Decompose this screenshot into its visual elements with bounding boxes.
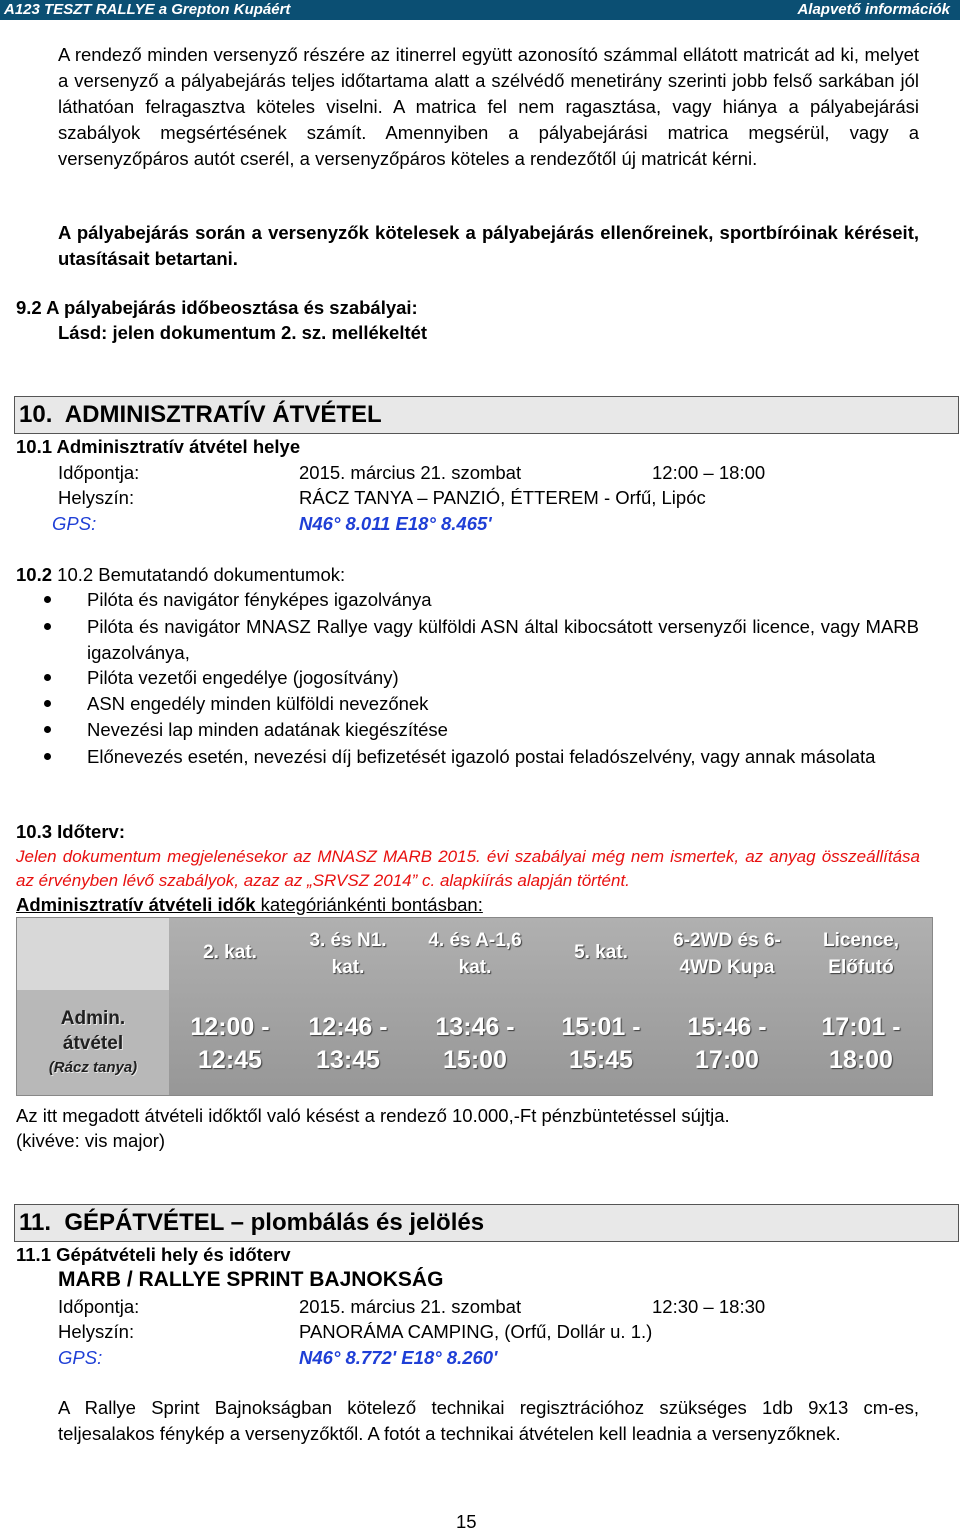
section-9-2-title: 9.2 A pályabejárás időbeosztása és szabályai: — [16, 297, 418, 318]
late-note: Az itt megadott átvételi időktől való késést a rendező 10.000,-Ft pénzbüntetéssel sújtja. — [16, 1105, 730, 1126]
table-time-end: 17:00 — [695, 1046, 759, 1074]
table-time-end: 12:45 — [198, 1046, 262, 1074]
table-time-start: 13:46 - — [435, 1013, 515, 1041]
table-header-cell: 4. és A-1,6 — [428, 930, 522, 951]
table-header-cell: 3. és N1. — [309, 930, 387, 951]
admin-label-1: Admin. — [60, 1008, 126, 1029]
bullet-icon — [44, 726, 51, 733]
list-item — [44, 587, 919, 613]
championship-title: MARB / RALLYE SPRINT BAJNOKSÁG — [58, 1268, 444, 1291]
list-item — [44, 691, 919, 717]
table-time-start: 15:01 - — [561, 1013, 641, 1041]
list-item-text: Előnevezés esetén, nevezési díj befizetését igazoló postai feladószelvény, vagy annak másolata — [87, 746, 876, 767]
tech-time-value: 12:30 – 18:30 — [652, 1296, 766, 1317]
table-time-start: 12:46 - — [308, 1013, 388, 1041]
header-title: A123 TESZT RALLYE a Grepton Kupáért — [4, 1, 291, 18]
admin-place-value: RÁCZ TANYA – PANZIÓ, ÉTTEREM - Orfű, Lipóc — [299, 487, 706, 508]
admin-gps-label: GPS: — [52, 513, 97, 534]
admin-date-label: Időpontja: — [58, 462, 140, 483]
tech-place-label: Helyszín: — [58, 1321, 135, 1342]
table-time-start: 17:01 - — [821, 1013, 901, 1041]
list-item-text: Pilóta és navigátor fényképes igazolványa — [87, 589, 432, 610]
late-note-exception: (kivéve: vis major) — [16, 1130, 166, 1151]
table-header-cell: 6-2WD és 6- — [673, 930, 781, 951]
section-11-title: 11. GÉPÁTVÉTEL – plombálás és jelölés — [19, 1209, 485, 1236]
section-9-2-text: Lásd: jelen dokumentum 2. sz. mellékeltét — [58, 322, 428, 343]
section-10-1-title: 10.1 Adminisztratív átvétel helye — [16, 436, 301, 457]
category-title — [16, 893, 483, 917]
section-11-heading — [14, 1204, 959, 1242]
table-time-start: 15:46 - — [687, 1013, 767, 1041]
section-10-heading — [14, 396, 959, 434]
table-header-cell: kat. — [458, 957, 492, 978]
table-header-cell: Licence, — [822, 930, 900, 951]
bullet-icon — [44, 753, 51, 760]
list-item-text: ASN engedély minden külföldi nevezőnek — [87, 693, 429, 714]
table-header-cell: 2. kat. — [203, 942, 257, 963]
tech-gps-label: GPS: — [58, 1347, 103, 1368]
section-10-3-title: 10.3 Időterv: — [16, 821, 125, 842]
header-section: Alapvető információk — [797, 1, 950, 18]
page-header — [0, 0, 960, 20]
tech-gps-value: N46° 8.772' E18° 8.260' — [299, 1347, 498, 1368]
admin-label-3: (Rácz tanya) — [48, 1059, 138, 1076]
tech-date-value: 2015. március 21. szombat — [299, 1296, 522, 1317]
photo-requirement-paragraph: A Rallye Sprint Bajnokságban kötelező technikai regisztrációhoz szükséges 1db 9x13 cm-es, teljesalakos fénykép a versenyzőktől. A fotót a technikai átvételen kell leadnia a versenyzőknek. — [58, 1397, 919, 1444]
admin-gps-value: N46° 8.011 E18° 8.465' — [299, 513, 492, 534]
section-10-2-title: 10.2 10.2 Bemutatandó dokumentumok: — [16, 564, 346, 585]
list-item-text: Pilóta vezetői engedélye (jogosítvány) — [87, 667, 399, 688]
tech-date-label: Időpontja: — [58, 1296, 140, 1317]
bullet-icon — [44, 674, 51, 681]
admin-schedule-table — [16, 917, 933, 1096]
paragraph-inspectors: A pályabejárás során a versenyzők kötelesek a pályabejárás ellenőreinek, sportbíróinak kéréseit, utasításait betartani. — [58, 222, 919, 269]
table-header-cell: 4WD Kupa — [679, 957, 775, 978]
list-item — [44, 665, 919, 691]
list-item — [44, 717, 919, 743]
table-time-end: 15:45 — [569, 1046, 633, 1074]
list-item — [44, 744, 919, 796]
admin-place-label: Helyszín: — [58, 487, 135, 508]
admin-time-value: 12:00 – 18:00 — [652, 462, 766, 483]
bullet-icon — [44, 700, 51, 707]
section-10-2-title-text: 10.2 Bemutatandó dokumentumok: — [57, 564, 346, 585]
admin-label-2: átvétel — [62, 1033, 124, 1054]
table-time-end: 13:45 — [316, 1046, 380, 1074]
table-time-start: 12:00 - — [190, 1013, 270, 1041]
table-header-cell: kat. — [331, 957, 365, 978]
category-title-rest: kategóriánkénti bontásban: — [255, 894, 483, 915]
table-corner — [17, 918, 169, 990]
section-11-1-title: 11.1 Gépátvételi hely és időterv — [16, 1244, 291, 1265]
bullet-icon — [44, 623, 51, 630]
page-number: 15 — [456, 1511, 477, 1532]
list-item-text: Nevezési lap minden adatának kiegészítése — [87, 719, 448, 740]
table-time-end: 15:00 — [443, 1046, 507, 1074]
list-item-text: Pilóta és navigátor MNASZ Rallye vagy külföldi ASN által kibocsátott versenyzői licence, vagy MARB igazolványa, — [87, 616, 919, 663]
bullet-icon — [44, 596, 51, 603]
paragraph-matrica: A rendező minden versenyző részére az itinerrel együtt azonosító számmal ellátott matricát ad ki, melyet a versenyző a pályabejárás teljes időtartama alatt a szélvédő menetirány szerinti jobb felső sarkában jól láthatóan felragasztva köteles viselni. A matrica fel nem ragasztása, vagy hiánya a pályabejárási szabályok megsértésének számít. Amennyiben a pályabejárási matrica megsérül, vagy a versenyzőpáros autót cserél, a versenyzőpáros köteles a rendezőtől új matricát kérni. — [58, 44, 919, 169]
red-note: Jelen dokumentum megjelenésekor az MNASZ MARB 2015. évi szabályai még nem ismertek, az anyag összeállítása az érvényben lévő szabályok, azaz az „SRVSZ 2014” c. alapkiírás alapján történt. — [16, 847, 920, 890]
tech-place-value: PANORÁMA CAMPING, (Orfű, Dollár u. 1.) — [299, 1321, 653, 1342]
table-time-end: 18:00 — [829, 1046, 893, 1074]
list-item — [44, 614, 919, 666]
table-header-cell: Előfutó — [828, 957, 894, 978]
admin-date-value: 2015. március 21. szombat — [299, 462, 522, 483]
table-header-cell: 5. kat. — [574, 942, 628, 963]
section-10-title: 10. ADMINISZTRATÍV ÁTVÉTEL — [19, 401, 382, 428]
category-title-bold: Adminisztratív átvételi idők — [16, 894, 256, 915]
